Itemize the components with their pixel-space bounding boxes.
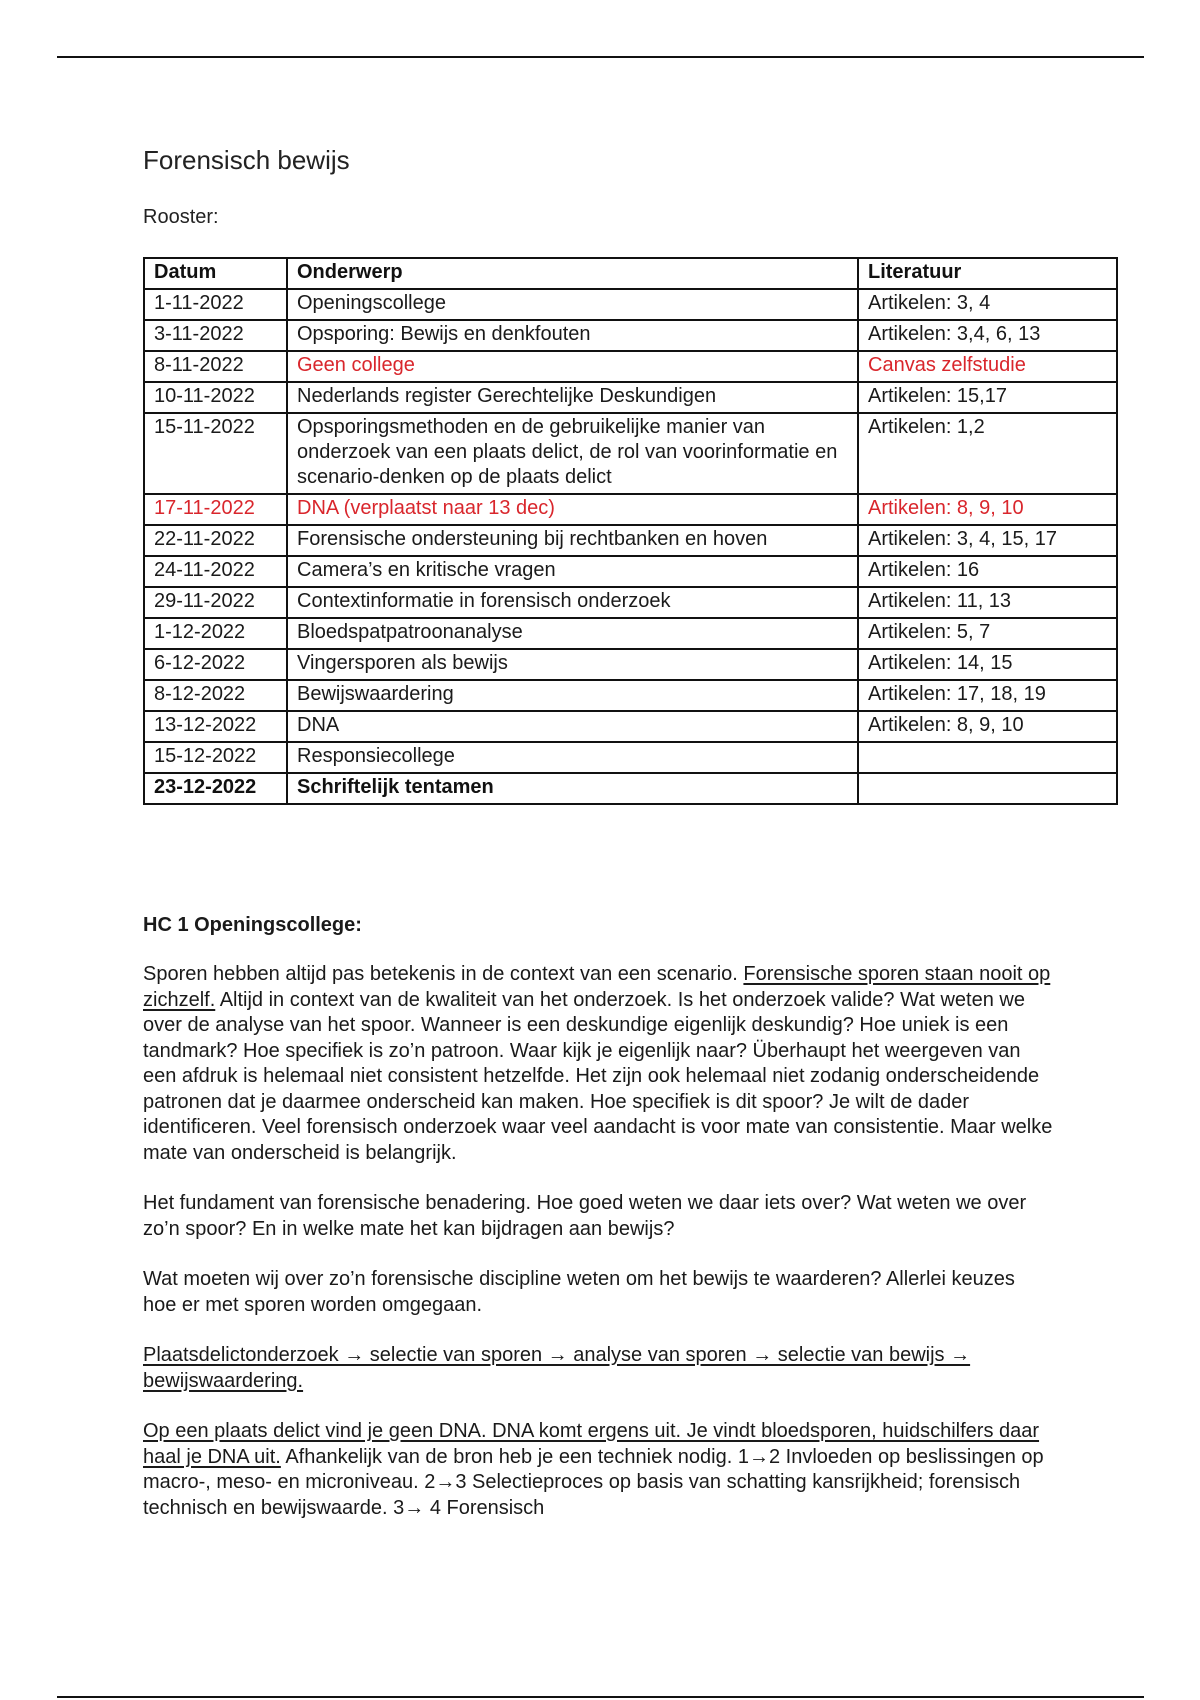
row-date: 1-12-2022 [144,618,287,649]
table-row [144,618,1117,649]
table-header-row [144,258,1117,289]
row-date: 3-11-2022 [144,320,287,351]
row-topic: Opsporingsmethoden en de gebruikelijke manier van onderzoek van een plaats delict, de rol van voorinformatie en scenario-denken op de plaats delict [287,413,858,494]
row-literature: Artikelen: 1,2 [858,413,1117,494]
table-row [144,320,1117,351]
process-chain: Plaatsdelictonderzoek → selectie van sporen → analyse van sporen → selectie van bewijs → bewijswaardering. [143,1344,971,1392]
paragraph: Wat moeten wij over zo’n forensische discipline weten om het bewijs te waarderen? Allerlei keuzes hoe er met sporen worden omgegaan. [143,1268,1015,1316]
row-literature: Artikelen: 11, 13 [858,587,1117,618]
table-row [144,351,1117,382]
row-topic: Camera’s en kritische vragen [287,556,858,587]
row-literature: Artikelen: 14, 15 [858,649,1117,680]
header-literature: Literatuur [858,258,1117,289]
header-topic: Onderwerp [287,258,858,289]
paragraph: Het fundament van forensische benadering. Hoe goed weten we daar iets over? Wat weten we over zo’n spoor? En in welke mate het kan bijdragen aan bewijs? [143,1192,1027,1240]
row-topic: Bewijswaardering [287,680,858,711]
row-date: 8-11-2022 [144,351,287,382]
table-row [144,556,1117,587]
row-date: 6-12-2022 [144,649,287,680]
row-date: 24-11-2022 [144,556,287,587]
row-literature [858,742,1117,773]
underlined-text: Forensische sporen staan nooit op zichzelf. [143,963,1051,1011]
bottom-rule [57,1696,1144,1698]
lecture-notes [143,913,1053,1546]
table-row [144,711,1117,742]
table-row [144,289,1117,320]
row-topic: Vingersporen als bewijs [287,649,858,680]
row-literature: Artikelen: 3, 4 [858,289,1117,320]
row-date: 22-11-2022 [144,525,287,556]
row-topic: Responsiecollege [287,742,858,773]
row-topic: Schriftelijk tentamen [287,773,858,804]
row-literature: Artikelen: 5, 7 [858,618,1117,649]
section-heading: HC 1 Openingscollege: [143,914,362,936]
rooster-label: Rooster: [143,206,219,228]
paragraph-text: Altijd in context van de kwaliteit van het onderzoek. Is het onderzoek valide? Wat weten we over de analyse van het spoor. Wanneer is een deskundige eigenlijk deskundig? Hoe uniek is een tandmark? Hoe specifiek is zo’n patroon. Waar kijk je eigenlijk naar? Überhaupt het weergeven van een afdruk is helemaal niet consistent hetzelfde. Het zijn ook helemaal niet zodanig onderscheidende patronen dat je daarmee onderscheid kan maken. Hoe specifiek is dit spoor? Je wilt de dader identificeren. Veel forensisch onderzoek waar veel aandacht is voor mate van consistentie. Maar welke mate van onderscheid is belangrijk. [143,988,1053,1164]
table-row [144,587,1117,618]
row-literature: Artikelen: 8, 9, 10 [858,494,1117,525]
row-topic: Forensische ondersteuning bij rechtbanken en hoven [287,525,858,556]
table-row [144,382,1117,413]
row-date: 17-11-2022 [144,494,287,525]
row-topic: Geen college [287,351,858,382]
row-literature: Artikelen: 3, 4, 15, 17 [858,525,1117,556]
row-literature: Artikelen: 16 [858,556,1117,587]
row-literature: Artikelen: 3,4, 6, 13 [858,320,1117,351]
row-date: 23-12-2022 [144,773,287,804]
table-row [144,742,1117,773]
table-row [144,680,1117,711]
row-topic: Opsporing: Bewijs en denkfouten [287,320,858,351]
schedule-table [143,257,1118,805]
header-date: Datum [144,258,287,289]
row-topic: DNA (verplaatst naar 13 dec) [287,494,858,525]
table-row [144,525,1117,556]
underlined-text: Op een plaats delict vind je geen DNA. DNA komt ergens uit. Je vindt bloedsporen, huidschilfers daar haal je DNA uit. [143,1420,1040,1468]
row-date: 15-12-2022 [144,742,287,773]
row-date: 15-11-2022 [144,413,287,494]
row-date: 8-12-2022 [144,680,287,711]
row-date: 29-11-2022 [144,587,287,618]
row-literature [858,773,1117,804]
top-rule [57,56,1144,58]
row-literature: Artikelen: 8, 9, 10 [858,711,1117,742]
row-topic: Nederlands register Gerechtelijke Deskundigen [287,382,858,413]
table-row [144,649,1117,680]
row-topic: Contextinformatie in forensisch onderzoek [287,587,858,618]
row-date: 10-11-2022 [144,382,287,413]
paragraph [143,1419,1053,1521]
row-literature: Canvas zelfstudie [858,351,1117,382]
paragraph [143,962,1053,1166]
row-date: 13-12-2022 [144,711,287,742]
row-topic: Openingscollege [287,289,858,320]
paragraph-text: Afhankelijk van de bron heb je een techniek nodig. 1→2 Invloeden op beslissingen op macro-, meso- en microniveau. 2→3 Selectieproces op basis van schatting kansrijkheid; forensisch technisch en bewijswaarde. 3→ 4 Forensisch [143,1445,1044,1519]
page-title: Forensisch bewijs [143,145,350,175]
row-literature: Artikelen: 17, 18, 19 [858,680,1117,711]
table-row [144,413,1117,494]
table-row [144,773,1117,804]
row-topic: Bloedspatpatroonanalyse [287,618,858,649]
table-row [144,494,1117,525]
row-literature: Artikelen: 15,17 [858,382,1117,413]
row-topic: DNA [287,711,858,742]
row-date: 1-11-2022 [144,289,287,320]
paragraph-text: Sporen hebben altijd pas betekenis in de context van een scenario. [143,963,744,985]
